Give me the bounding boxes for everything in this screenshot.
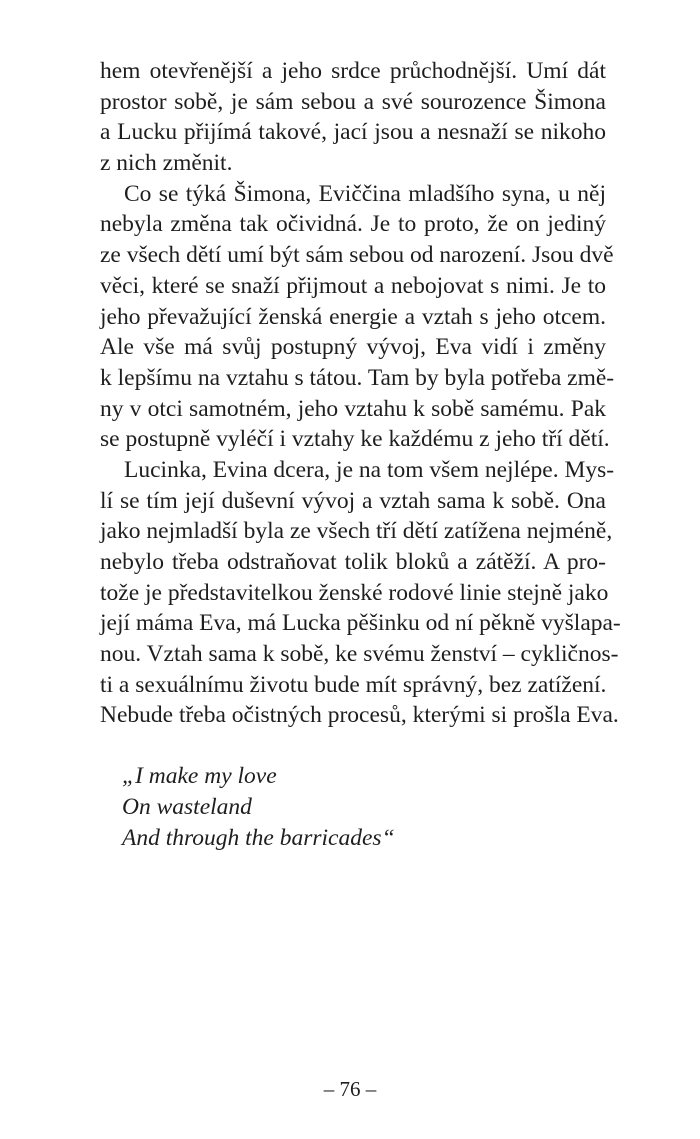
text-line: k lepšímu na vztahu s tátou. Tam by byla potřeba změ- [100,364,615,391]
paragraph-3 [100,455,621,731]
text-line: jako nejmladší byla ze všech tří dětí zatížena nejméně, [100,518,613,545]
text-line: Co se týká Šimona, Eviččina mladšího syna, u něj [124,180,606,207]
poem-line: And through the barricades“ [122,824,395,851]
text-line: Lucinka, Evina dcera, je na tom všem nejlépe. Mys- [124,456,615,483]
text-line: nebylo třeba odstraňovat tolik bloků a zátěží. A pro- [100,549,606,575]
text-line: se postupně vyléčí i vztahy ke každému z jeho tří dětí. [100,426,610,453]
text-line: prostor sobě, je sám sebou a své sourozence Šimona [100,88,606,115]
text-line: ze všech dětí umí být sám sebou od narození. Jsou dvě [100,242,614,269]
page-body [100,56,621,853]
paragraph-2 [100,179,615,455]
poem-line: On wasteland [122,793,252,820]
text-line: lí se tím její duševní vývoj a vztah sama k sobě. Ona [100,487,606,514]
text-line: nebyla změna tak očividná. Je to proto, že on jediný [100,211,606,238]
paragraph-1 [100,56,606,179]
poem-quote [100,761,606,853]
text-line: Nebude třeba očistných procesů, kterými si prošla Eva. [100,702,619,729]
text-line: nou. Vztah sama k sobě, ke svému ženství – cykličnos- [100,641,619,668]
text-line: Ale vše má svůj postupný vývoj, Eva vidí i změny [100,334,606,361]
page-number: – 76 – [323,1077,377,1101]
text-line: její máma Eva, má Lucka pěšinku od ní pěkně vyšlapa- [100,610,621,637]
text-line: tože je představitelkou ženské rodové linie stejně jako [100,579,609,606]
text-line: ti a sexuálnímu životu bude mít správný, bez zatížení. [100,671,607,698]
text-line: ny v otci samotném, jeho vztahu k sobě samému. Pak [100,395,606,422]
text-line: věci, které se snaží přijmout a nebojovat s nimi. Je to [100,272,606,299]
text-line: jeho převažující ženská energie a vztah s jeho otcem. [100,303,606,330]
poem-line: „I make my love [122,763,277,790]
text-line: z nich změnit. [100,150,233,177]
text-line: hem otevřenější a jeho srdce průchodnější. Umí dát [100,58,606,84]
text-line: a Lucku přijímá takové, jací jsou a nesnaží se nikoho [100,119,606,146]
